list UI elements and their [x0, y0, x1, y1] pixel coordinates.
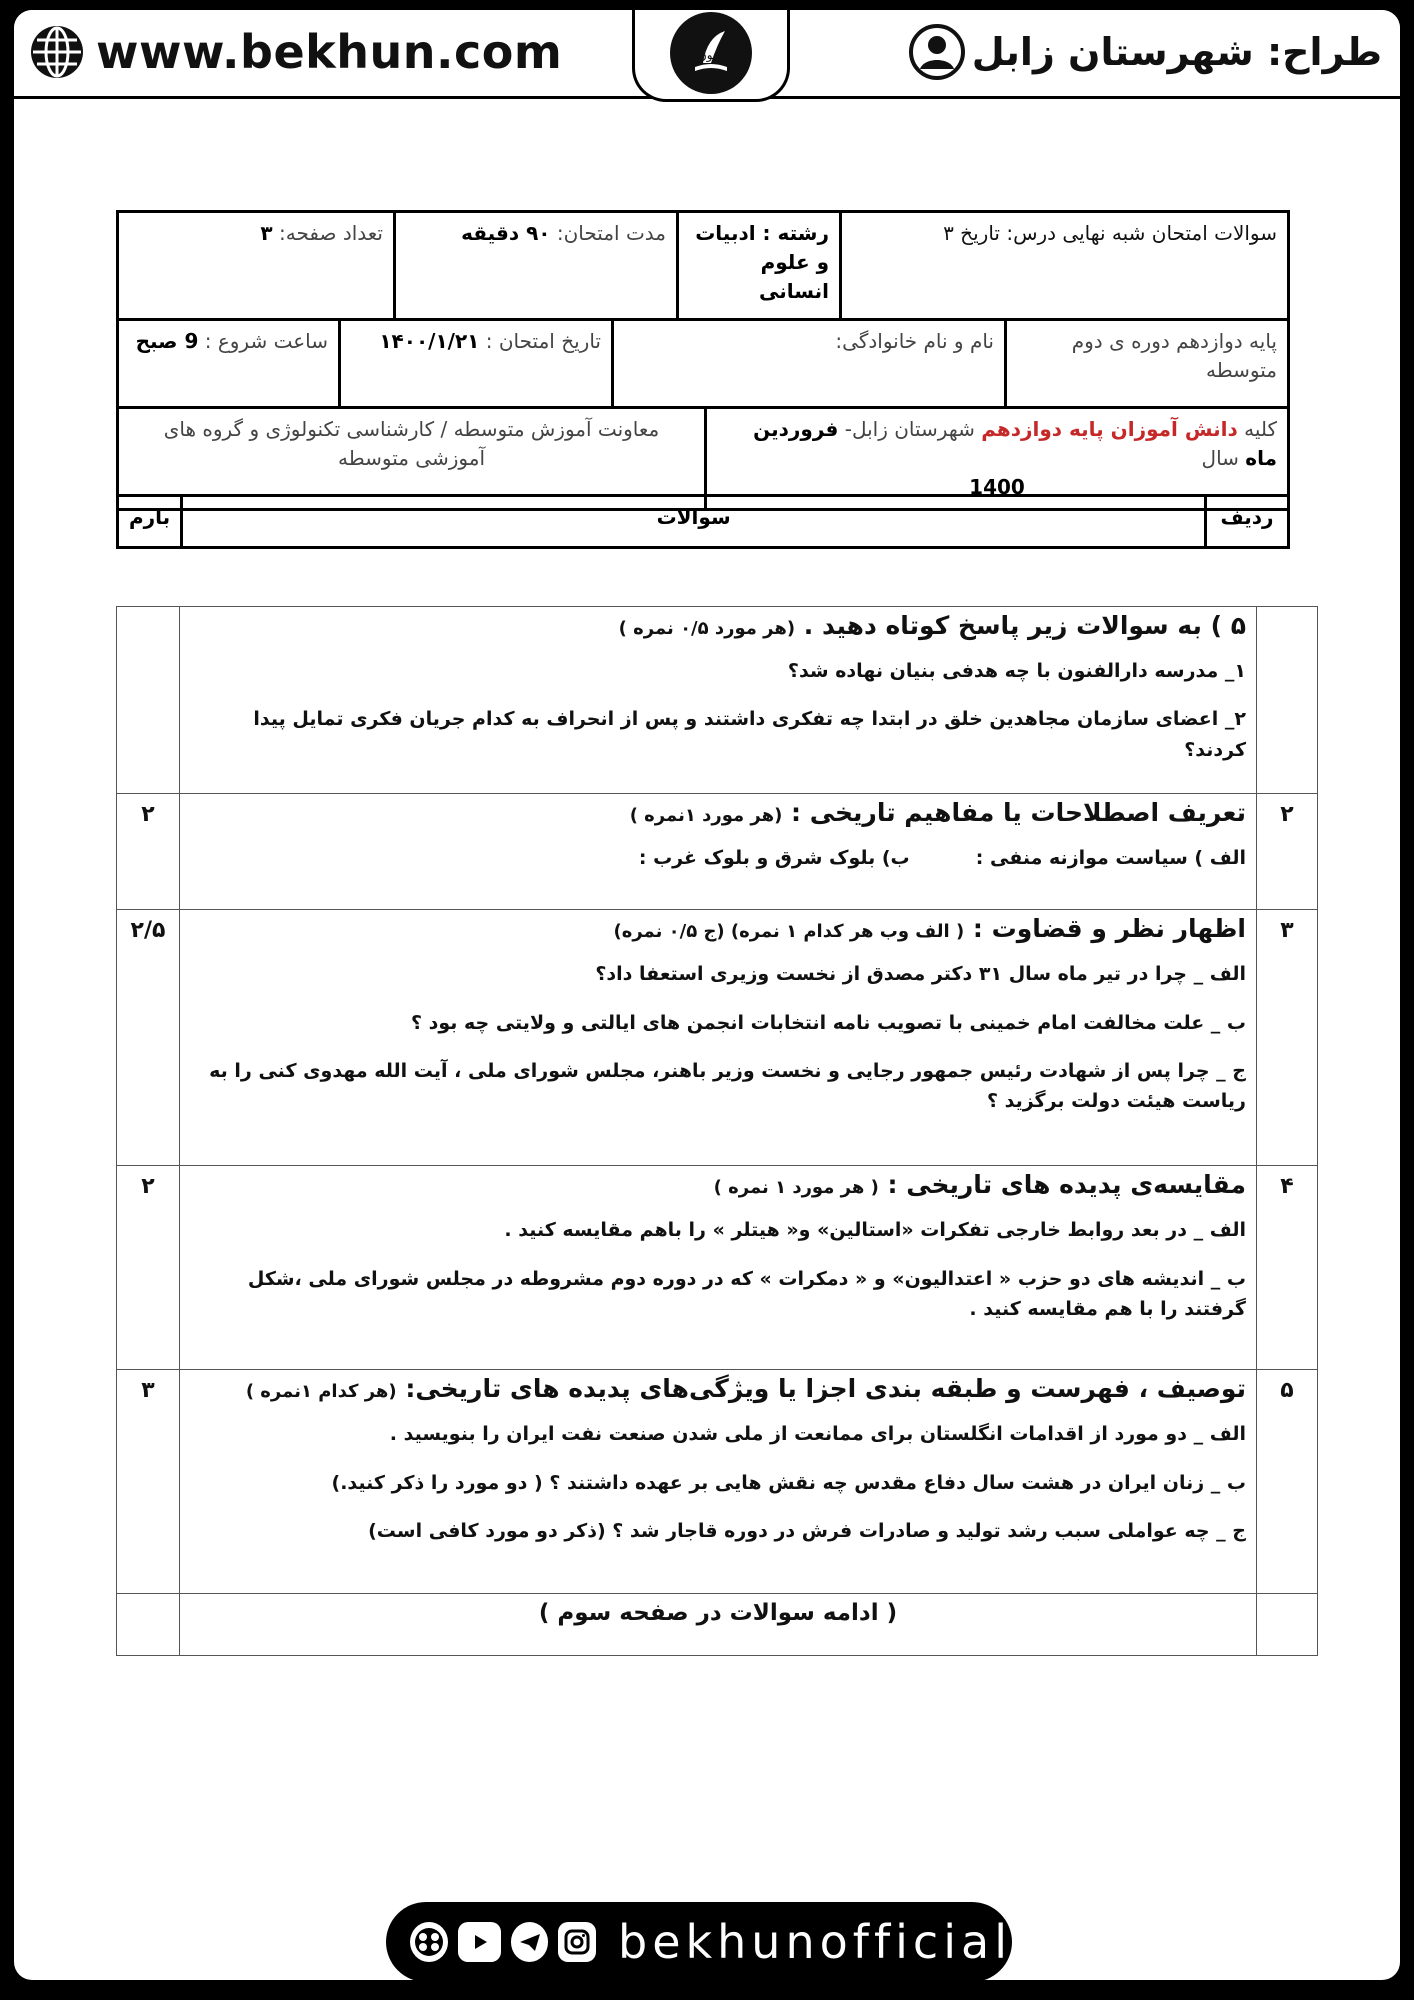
logo-tab	[632, 10, 790, 102]
score-col-header	[118, 496, 182, 548]
question-item: ب _ علت مخالفت امام خمینی با تصویب نامه انتخابات انجمن های ایالتی و ولایتی چه بود ؟	[410, 1011, 1246, 1034]
duration-value: ۹۰ دقیقه	[461, 221, 551, 245]
org-text: معاونت آموزش متوسطه / کارشناسی تکنولوژی و گروه های آموزشی متوسطه	[163, 417, 660, 470]
question-number: ۴	[1257, 1166, 1318, 1370]
page	[14, 10, 1400, 1980]
question-row	[117, 1166, 1318, 1370]
bekhun-logo	[670, 12, 752, 94]
question-heading: ۵ ) به سوالات زیر پاسخ کوتاه دهید .	[803, 611, 1246, 640]
start-value: 9 صبح	[135, 329, 199, 353]
aparat-icon[interactable]	[410, 1922, 448, 1962]
logo-text: بخون	[697, 48, 725, 62]
question-item: الف _ دو مورد از اقدامات انگلستان برای ممانعت از ملی شدن صنعت نفت ایران را بنویسید .	[389, 1423, 1246, 1446]
col-row-label: ردیف	[1220, 505, 1274, 529]
instagram-icon[interactable]	[558, 1922, 596, 1962]
row-col-header	[1206, 496, 1289, 548]
questions-col-header	[182, 496, 1206, 548]
field-cell	[678, 212, 841, 320]
pages-value: ۳	[260, 221, 273, 245]
question-header-row	[116, 494, 1290, 549]
questions-table	[116, 606, 1318, 1656]
question-item: الف _ چرا در تیر ماه سال ۳۱ دکتر مصدق از نخست وزیری استعفا داد؟	[595, 963, 1246, 986]
question-item: ب _ اندیشه های دو حزب « اعتدالیون» و « دمکرات » که در دوره دوم مشروطه در مجلس شورای ملی ،شکل گرفتند را با هم مقایسه کنید .	[247, 1267, 1246, 1320]
audience-d: فروردین ماه	[753, 417, 1277, 470]
question-item: الف ) سیاست موازنه منفی : ب) بلوک شرق و بلوک غرب :	[638, 847, 1246, 870]
website-block[interactable]	[28, 24, 562, 80]
question-body	[180, 607, 1257, 794]
question-score: ۳	[117, 1370, 180, 1594]
question-row	[117, 910, 1318, 1166]
question-item: ۲_ اعضای سازمان مجاهدین خلق در ابتدا چه تفکری داشتند و پس از انحراف به کدام جریان فکری تمایل پیدا کردند؟	[253, 708, 1246, 761]
question-heading: مقایسه‌ی پدیده های تاریخی :	[887, 1170, 1246, 1200]
feather-book-icon	[681, 23, 741, 83]
question-number: ۲	[1257, 794, 1318, 910]
question-note: ( هر مورد ۱ نمره )	[713, 1177, 879, 1199]
pages-label: تعداد صفحه:	[278, 221, 383, 245]
student-name-field[interactable]: نام و نام خانوادگی:	[835, 329, 994, 353]
name-cell	[613, 320, 1006, 408]
question-note: (هر مورد ۰/۵ نمره )	[618, 618, 796, 639]
audience-c: شهرستان زابل-	[844, 417, 975, 441]
audience-a: کلیه	[1244, 417, 1277, 441]
continue-row	[117, 1594, 1318, 1656]
start-label: ساعت شروع :	[204, 329, 328, 353]
social-bar	[386, 1902, 1012, 1982]
col-questions-label: سوالات	[656, 505, 731, 529]
exam-info-table	[116, 210, 1290, 321]
website-url[interactable]: www.bekhun.com	[96, 25, 563, 79]
user-icon	[908, 23, 966, 81]
question-body	[180, 1166, 1257, 1370]
question-row	[117, 794, 1318, 910]
audience-b: دانش آموزان پایه دوازدهم	[981, 417, 1238, 441]
youtube-icon[interactable]	[458, 1922, 501, 1962]
exam-title-cell	[841, 212, 1289, 320]
col-score-label: بارم	[129, 505, 171, 529]
top-banner	[14, 10, 1400, 99]
question-body	[180, 910, 1257, 1166]
question-item: ج _ چه عواملی سبب رشد تولید و صادرات فرش در دوره قاجار شد ؟ (ذکر دو مورد کافی است)	[368, 1519, 1246, 1542]
question-score: ۲	[117, 1166, 180, 1370]
date-cell	[340, 320, 613, 408]
designer-block	[908, 24, 1382, 80]
telegram-icon[interactable]	[511, 1922, 549, 1962]
question-heading: تعریف اصطلاحات یا مفاهیم تاریخی :	[791, 798, 1246, 828]
question-number: ۳	[1257, 910, 1318, 1166]
pages-cell	[118, 212, 395, 320]
question-body	[180, 1370, 1257, 1594]
question-item: ج _ چرا پس از شهادت رئیس جمهور رجایی و نخست وزیر باهنر، مجلس شورای ملی ، آیت الله مهدوی کنی را به ریاست هیئت دولت برگزید ؟	[209, 1059, 1246, 1113]
question-row	[117, 1370, 1318, 1594]
start-cell	[118, 320, 340, 408]
duration-label: مدت امتحان:	[556, 221, 666, 245]
audience-year: 1400	[969, 475, 1025, 499]
globe-icon	[28, 23, 86, 81]
question-item: ب _ زنان ایران در هشت سال دفاع مقدس چه نقش هایی بر عهده داشتند ؟ ( دو مورد را ذکر کنید.)	[331, 1471, 1246, 1494]
question-row	[117, 607, 1318, 794]
designer-label: طراح: شهرستان زابل	[971, 30, 1382, 74]
grade-cell	[1006, 320, 1289, 408]
question-number	[1257, 607, 1318, 794]
question-note: (هر کدام ۱نمره )	[245, 1381, 397, 1403]
question-score: ۲	[117, 794, 180, 910]
audience-e: سال	[1201, 446, 1239, 470]
question-item: ۱_ مدرسه دارالفنون با چه هدفی بنیان نهاده شد؟	[787, 660, 1246, 682]
question-note: (هر مورد ۱نمره )	[629, 805, 783, 827]
exam-field: رشته : ادبیات و علوم انسانی	[695, 221, 829, 303]
date-label: تاریخ امتحان :	[485, 329, 601, 353]
date-value: ۱۴۰۰/۱/۲۱	[379, 329, 480, 353]
question-score: ۲/۵	[117, 910, 180, 1166]
grade-text: پایه دوازدهم دوره ی دوم متوسطه	[1071, 329, 1277, 382]
duration-cell	[395, 212, 678, 320]
exam-info-row2	[116, 318, 1290, 409]
question-body	[180, 794, 1257, 910]
continue-note: ( ادامه سوالات در صفحه سوم )	[180, 1594, 1257, 1656]
question-item: الف _ در بعد روابط خارجی تفکرات «استالین» و« هیتلر » را باهم مقایسه کنید .	[504, 1219, 1246, 1242]
question-note: ( الف وب هر کدام ۱ نمره) (ج ۰/۵ نمره)	[613, 921, 965, 943]
question-number: ۵	[1257, 1370, 1318, 1594]
social-handle[interactable]: bekhunofficial	[618, 1915, 1012, 1969]
exam-title: سوالات امتحان شبه نهایی درس: تاریخ ۳	[943, 221, 1277, 245]
question-heading: توصیف ، فهرست و طبقه بندی اجزا یا ویژگی‌های پدیده های تاریخی:	[405, 1374, 1246, 1404]
question-heading: اظهار نظر و قضاوت :	[972, 914, 1246, 944]
question-score	[117, 607, 180, 794]
